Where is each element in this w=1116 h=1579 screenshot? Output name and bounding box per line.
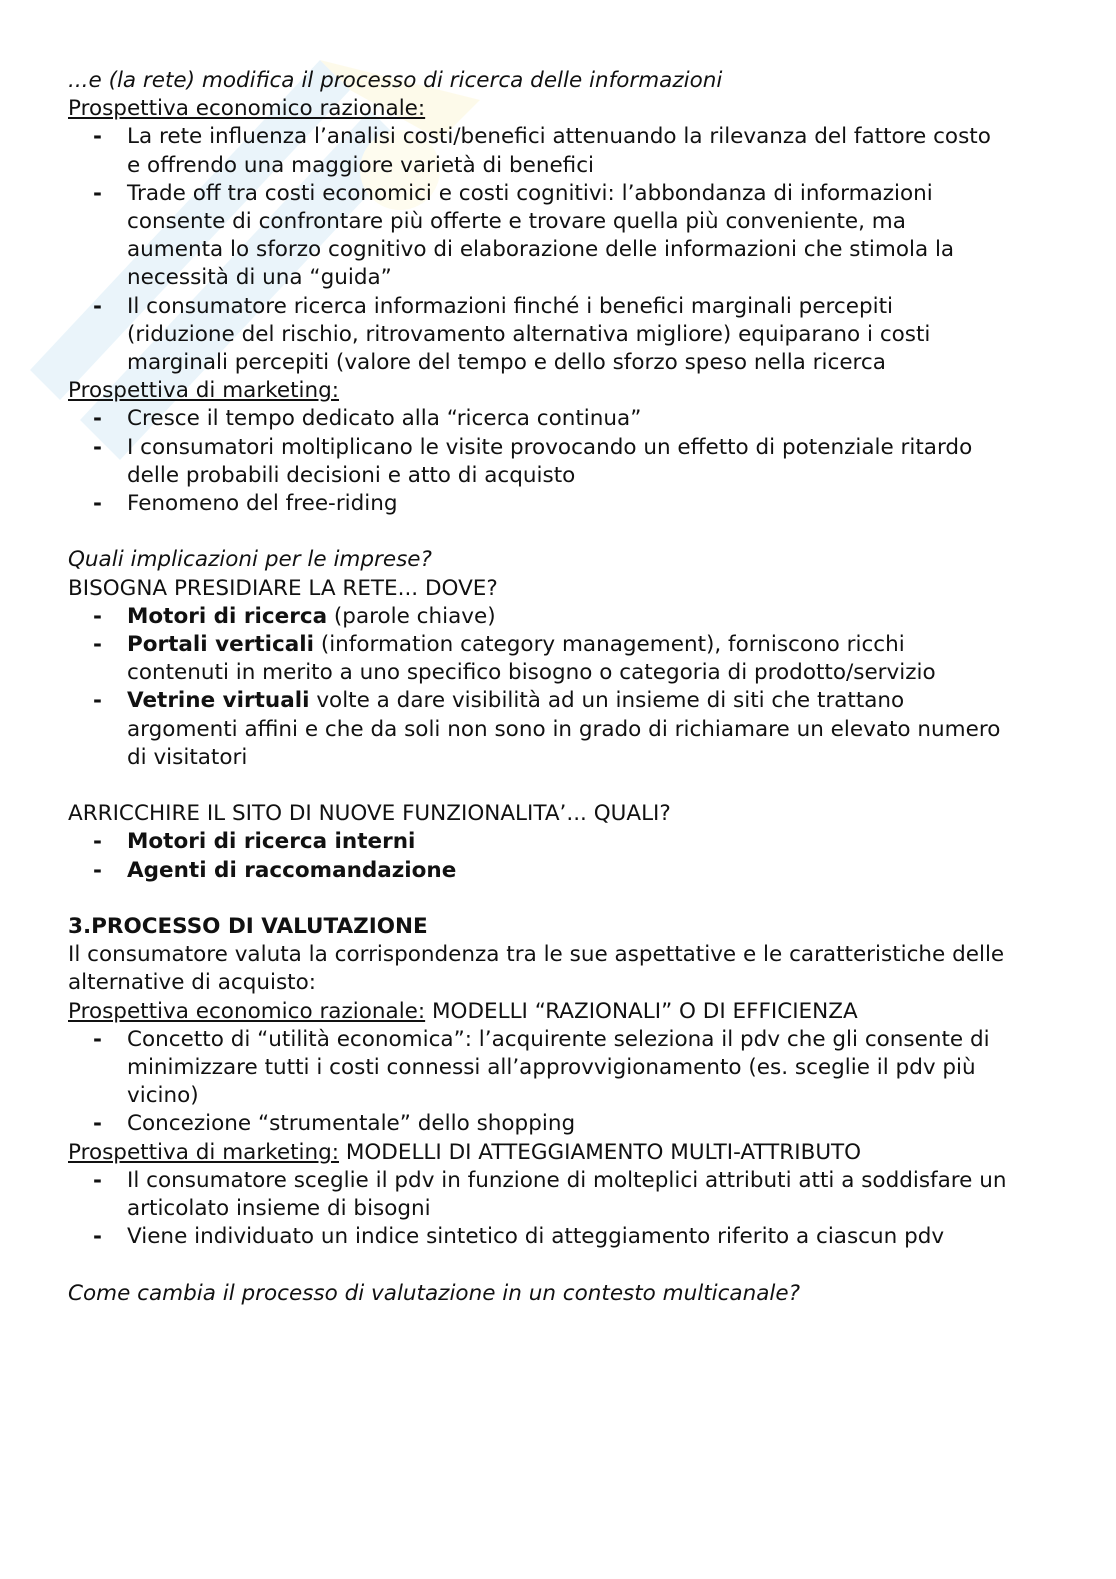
network-bullet-list — [68, 603, 1068, 772]
section-heading-evaluation: 3.PROCESSO DI VALUTAZIONE — [68, 914, 428, 940]
marketing-model-heading: Prospettiva di marketing: MODELLI DI ATTEGGIAMENTO MULTI-ATTRIBUTO — [68, 1139, 862, 1165]
marketing-perspective-heading: Prospettiva di marketing: — [68, 378, 339, 404]
document-body — [68, 67, 1068, 1308]
list-item: - Motori di ricerca (parole chiave) — [127, 603, 1068, 631]
closing-question: Come cambia il processo di valutazione in un contesto multicanale? — [68, 1280, 801, 1306]
evaluation-intro: Il consumatore valuta la corrispondenza tra le sue aspettative e le caratteristiche delle alternative di acquisto: — [68, 942, 1005, 996]
site-heading: ARRICCHIRE IL SITO DI NUOVE FUNZIONALITA’... QUALI? — [68, 801, 671, 827]
econ-model-bullet-list — [68, 1026, 1068, 1139]
list-item: - Fenomeno del free-riding — [127, 490, 1068, 518]
list-item: - Cresce il tempo dedicato alla “ricerca continua” — [127, 405, 1068, 433]
site-bullet-list — [68, 828, 1068, 884]
list-item: - Il consumatore ricerca informazioni finché i benefici marginali percepiti (riduzione del rischio, ritrovamento alternativa migliore) equiparano i costi marginali percepiti (valore del tempo e dello sforzo speso nella ricerca — [127, 293, 1068, 378]
list-item: - Viene individuato un indice sintetico di atteggiamento riferito a ciascun pdv — [127, 1223, 1068, 1251]
marketing-model-bullet-list — [68, 1167, 1068, 1252]
list-item: - La rete influenza l’analisi costi/benefici attenuando la rilevanza del fattore costo e offrendo una maggiore varietà di benefici — [127, 123, 1068, 179]
list-item: - Trade off tra costi economici e costi cognitivi: l’abbondanza di informazioni consente di confrontare più offerte e trovare quella più conveniente, ma aumenta lo sforzo cognitivo di elaborazione delle informazioni che stimola la necessità di una “guida” — [127, 180, 1068, 293]
list-item: - Agenti di raccomandazione — [127, 857, 1068, 885]
econ-perspective-heading: Prospettiva economico razionale: — [68, 96, 426, 122]
econ-model-heading: Prospettiva economico razionale: MODELLI “RAZIONALI” O DI EFFICIENZA — [68, 998, 858, 1024]
list-item: - Concezione “strumentale” dello shopping — [127, 1110, 1068, 1138]
list-item: - Vetrine virtuali volte a dare visibilità ad un insieme di siti che trattano argomenti affini e che da soli non sono in grado di richiamare un elevato numero di visitatori — [127, 687, 1068, 772]
implications-question: Quali implicazioni per le imprese? — [68, 547, 432, 573]
list-item: - Il consumatore sceglie il pdv in funzione di molteplici attributi atti a soddisfare un articolato insieme di bisogni — [127, 1167, 1068, 1223]
list-item: - I consumatori moltiplicano le visite provocando un effetto di potenziale ritardo delle probabili decisioni e atto di acquisto — [127, 434, 1068, 490]
list-item: - Motori di ricerca interni — [127, 828, 1068, 856]
list-item: - Portali verticali (information category management), forniscono ricchi contenuti in merito a uno specifico bisogno o categoria di prodotto/servizio — [127, 631, 1068, 687]
network-heading: BISOGNA PRESIDIARE LA RETE... DOVE? — [68, 575, 498, 601]
list-item: - Concetto di “utilità economica”: l’acquirente seleziona il pdv che gli consente di minimizzare tutti i costi connessi all’approvvigionamento (es. sceglie il pdv più vicino) — [127, 1026, 1068, 1111]
section-title: ...e (la rete) modifica il processo di ricerca delle informazioni — [68, 68, 723, 93]
econ-bullet-list — [68, 123, 1068, 377]
marketing-bullet-list — [68, 405, 1068, 518]
